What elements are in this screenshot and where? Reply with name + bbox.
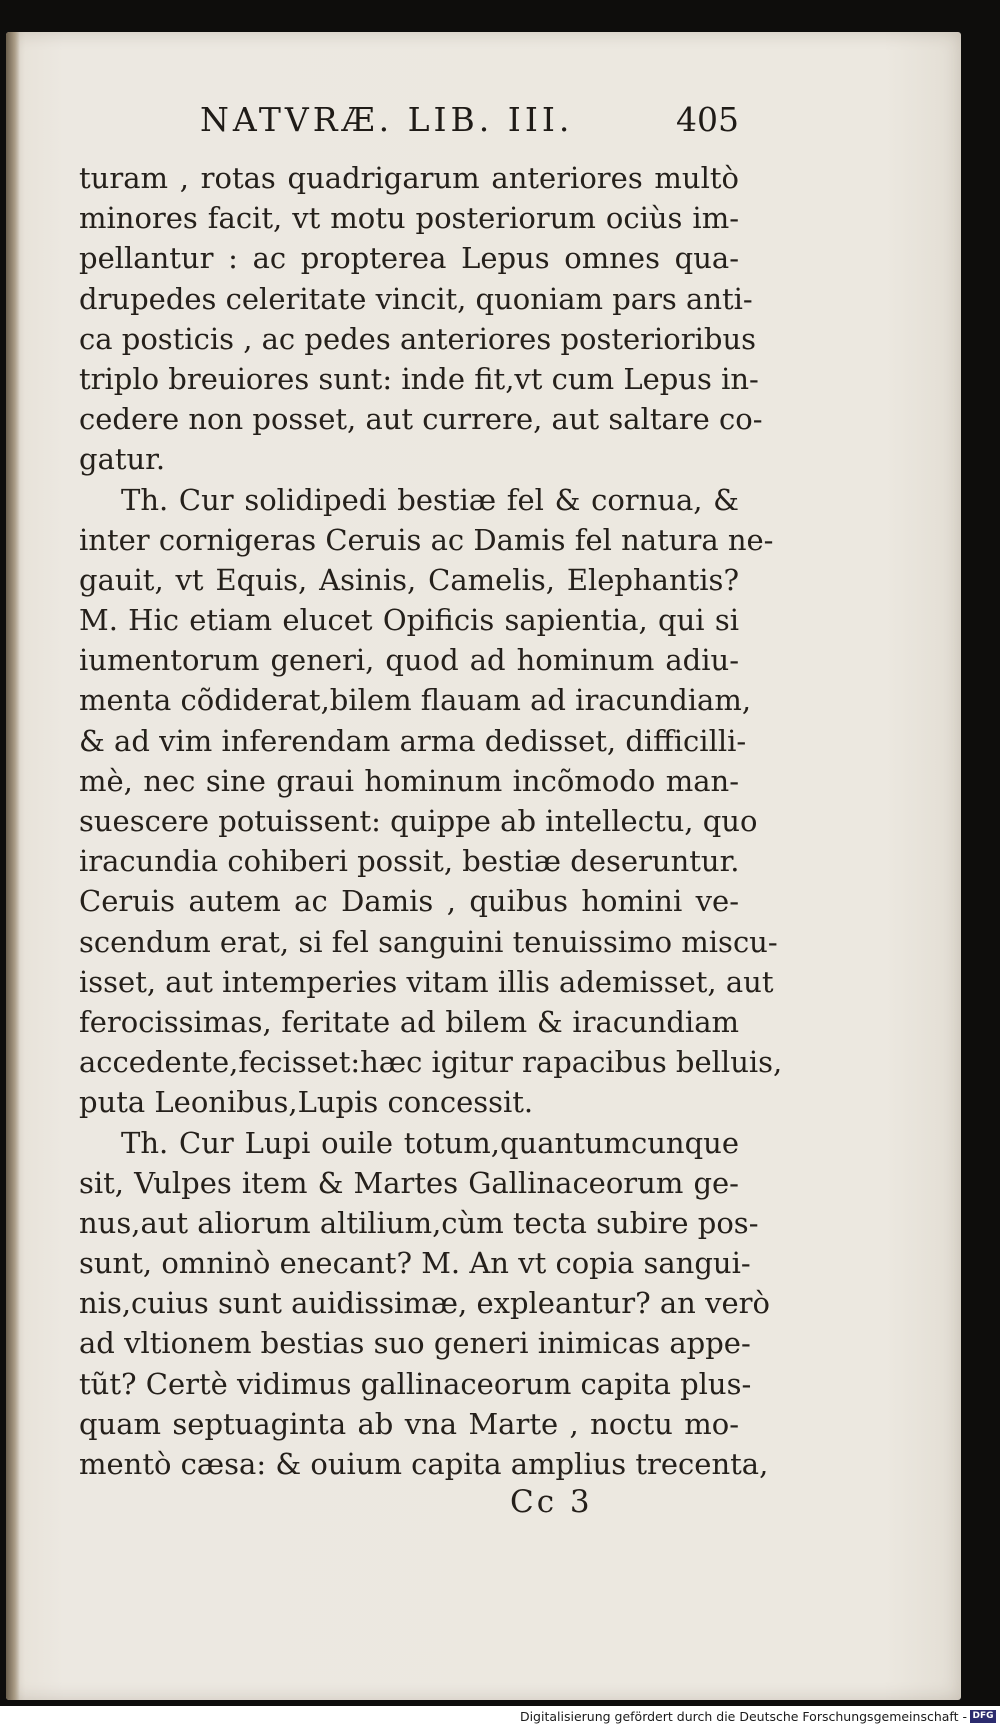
text-line: gatur. <box>79 442 166 477</box>
text-line: iracundia cohiberi possit, bestiæ deseruntur. <box>79 844 740 879</box>
text-line: nus,aut aliorum altilium,cùm tecta subire pos- <box>79 1205 759 1240</box>
text-line: isset, aut intemperies vitam illis ademisset, aut <box>79 964 774 999</box>
text-line: & ad vim inferendam arma dedisset, difficilli- <box>79 723 747 758</box>
text-line: ferocissimas, feritate ad bilem & iracundiam <box>79 1004 739 1039</box>
funding-note: Digitalisierung gefördert durch die Deutsche Forschungsgemeinschaft - <box>519 1709 967 1724</box>
dfg-logo: DFG <box>970 1710 996 1723</box>
text-line: puta Leonibus,Lupis concessit. <box>79 1085 534 1120</box>
text-line: quam septuaginta ab vna Marte , noctu mo- <box>79 1406 739 1441</box>
running-title: NATVRÆ. LIB. III. <box>200 100 574 139</box>
text-line: inter cornigeras Ceruis ac Damis fel natura ne- <box>79 522 774 557</box>
text-line: accedente,fecisset:hæc igitur rapacibus belluis, <box>79 1045 783 1080</box>
text-line: tũt? Certè vidimus gallinaceorum capita plus- <box>79 1366 752 1401</box>
text-line: drupedes celeritate vincit, quoniam pars anti- <box>79 281 753 316</box>
paragraph-start-line: Th. Cur Lupi ouile totum,quantumcunque <box>121 1125 739 1160</box>
text-line: menta cõdiderat,bilem flauam ad iracundiam, <box>79 683 752 718</box>
text-line: ca posticis , ac pedes anteriores posterioribus <box>79 321 757 356</box>
digitization-footer <box>0 1706 1000 1728</box>
text-line: cedere non posset, aut currere, aut saltare co- <box>79 402 763 437</box>
page-number: 405 <box>676 100 739 139</box>
text-line: turam , rotas quadrigarum anteriores multò <box>79 161 739 195</box>
text-line: iumentorum generi, quod ad hominum adiu- <box>79 643 739 678</box>
paragraph-start-line: Th. Cur solidipedi bestiæ fel & cornua, & <box>121 482 739 517</box>
text-line: gauit, vt Equis, Asinis, Camelis, Elephantis? <box>79 562 739 597</box>
text-line: pellantur : ac propterea Lepus omnes qua- <box>79 241 739 276</box>
text-line: mè, nec sine graui hominum incõmodo man- <box>79 763 739 798</box>
text-line: M. Hic etiam elucet Opificis sapientia, qui si <box>79 603 739 638</box>
text-line: nis,cuius sunt auidissimæ, expleantur? an verò <box>79 1286 770 1321</box>
text-line: ad vltionem bestias suo generi inimicas appe- <box>79 1326 751 1361</box>
text-line: sit, Vulpes item & Martes Gallinaceorum ge- <box>79 1165 739 1200</box>
text-line: Ceruis autem ac Damis , quibus homini ve- <box>79 884 739 919</box>
text-line: triplo breuiores sunt: inde fit,vt cum Lepus in- <box>79 361 759 396</box>
page-gutter-shadow <box>6 32 20 1700</box>
text-line: scendum erat, si fel sanguini tenuissimo miscu- <box>79 924 778 959</box>
signature-mark: Cc 3 <box>510 1484 593 1520</box>
text-line: minores facit, vt motu posteriorum ociùs im- <box>79 201 739 236</box>
text-line: sunt, omninò enecant? M. An vt copia sangui- <box>79 1246 751 1281</box>
body-text <box>79 158 783 1484</box>
text-line: suescere potuissent: quippe ab intellectu, quo <box>79 804 758 838</box>
text-line: mentò cæsa: & ouium capita amplius trecenta, <box>79 1447 769 1481</box>
